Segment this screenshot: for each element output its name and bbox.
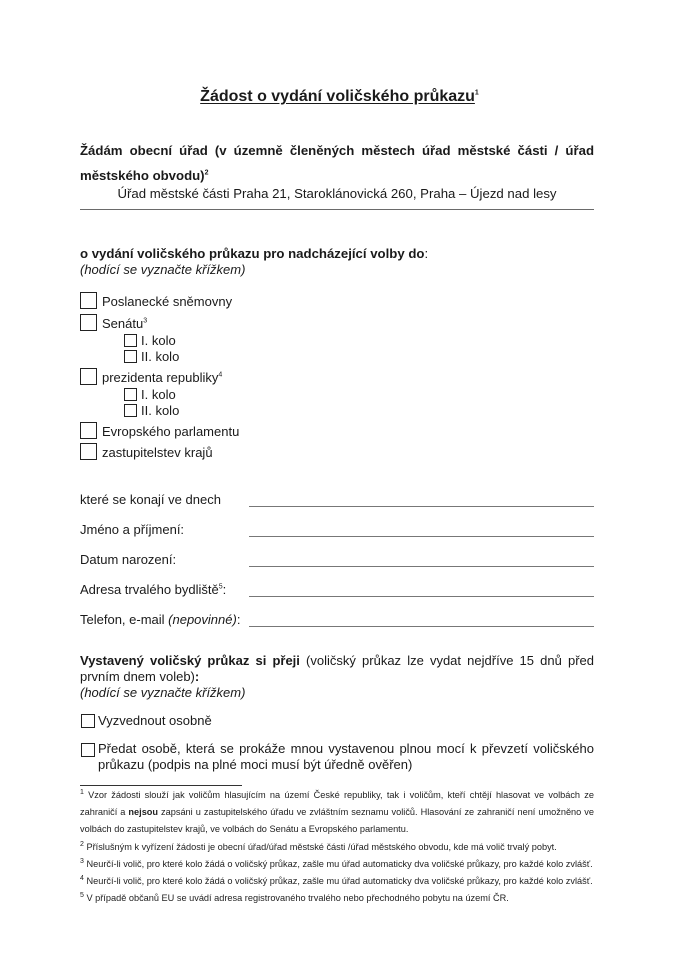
label-predat-osobe: Předat osobě, která se prokáže mnou vystavenou plnou mocí k převzetí voličského průkazu (podpis na plné moci musí být úředně ověřen) [98, 741, 594, 772]
pickup-heading-colon: : [194, 669, 200, 684]
label-vyzvednout-osobne: Vyzvednout osobně [98, 713, 212, 728]
elections-hint: (hodící se vyznačte křížkem) [80, 262, 246, 277]
footnote-4-num: 4 [80, 874, 84, 882]
footnote-1-bold: nejsou [128, 807, 159, 817]
field-label-birthdate: Datum narození: [80, 552, 177, 567]
footnote-4 [80, 873, 594, 890]
request-line-2-text: městského obvodu) [80, 168, 205, 183]
field-input-dates[interactable] [249, 506, 594, 507]
office-underline [80, 209, 594, 210]
footnote-1-num: 1 [80, 788, 84, 796]
label-senatu-kolo-2: II. kolo [141, 349, 180, 364]
contact-label-text: Telefon, e-mail [80, 612, 169, 627]
pickup-heading-rest: (voličský průkaz lze vydat nejdříve 15 dnů před prvním dnem voleb) [80, 653, 595, 684]
checkbox-senatu[interactable] [80, 314, 97, 331]
senatu-footnote-ref: 3 [143, 317, 148, 325]
address-label-text: Adresa trvalého bydliště [80, 582, 219, 597]
footnote-3-num: 3 [80, 857, 84, 865]
label-senatu-text: Senátu [102, 316, 144, 331]
footnote-1-part2: zapsáni u zastupitelského úřadu ve zvláštním seznamu voličů. Hlasování ze zahraničí není umožněno ve volbách do zastupitelstev krajů, ve volbách do Senátu a Evropského parlamentu. [80, 807, 594, 834]
field-label-name: Jméno a příjmení: [80, 522, 185, 537]
field-input-name[interactable] [249, 536, 594, 537]
checkbox-vyzvednout-osobne[interactable] [81, 714, 95, 728]
label-evropskeho-parlamentu: Evropského parlamentu [102, 424, 240, 439]
footnote-2 [80, 839, 594, 856]
request-line-1: Žádám obecní úřad (v územně členěných městech úřad městské části / úřad [80, 143, 594, 158]
checkbox-senatu-kolo-2[interactable] [124, 350, 137, 363]
label-prezidenta-republiky [102, 370, 222, 385]
footnote-3 [80, 856, 594, 873]
checkbox-prezidenta-kolo-1[interactable] [124, 388, 137, 401]
prezidenta-footnote-ref: 4 [218, 371, 223, 379]
checkbox-poslanecke-snemovny[interactable] [80, 292, 97, 309]
title-footnote-ref: 1 [474, 89, 479, 97]
title-text: Žádost o vydání voličského průkazu [200, 88, 475, 105]
pickup-heading [80, 653, 594, 685]
label-zastupitelstev-kraju: zastupitelstev krajů [102, 445, 213, 460]
label-prezidenta-kolo-2: II. kolo [141, 403, 180, 418]
elections-heading-text: o vydání voličského průkazu pro nadcházející volby do [80, 246, 425, 261]
footnote-2-num: 2 [80, 840, 84, 848]
request-footnote-ref: 2 [204, 169, 209, 177]
footnote-3-text: Neurčí-li volič, pro které kolo žádá o voličský průkaz, zašle mu úřad automaticky dva voličské průkazy, pro každé kolo zvlášť. [83, 859, 593, 869]
label-prezidenta-kolo-1: I. kolo [141, 387, 176, 402]
contact-label-colon: : [236, 612, 241, 627]
field-input-address[interactable] [249, 596, 594, 597]
elections-heading [80, 246, 428, 261]
field-input-contact[interactable] [249, 626, 594, 627]
checkbox-predat-osobe[interactable] [81, 743, 95, 757]
footnote-1-part1: Vzor žádosti slouží jak voličům hlasujícím na území České republiky, tak i voličům, kteří chtějí hlasovat ve volbách ze zahraničí a [80, 790, 594, 817]
checkbox-prezidenta-kolo-2[interactable] [124, 404, 137, 417]
footnote-5 [80, 890, 594, 907]
contact-label-optional: (nepovinné) [168, 612, 237, 627]
field-label-address [80, 582, 226, 597]
office-address: Úřad městské části Praha 21, Staroklánovická 260, Praha – Újezd nad lesy [117, 186, 557, 201]
elections-heading-colon: : [424, 246, 429, 261]
address-label-colon: : [222, 582, 227, 597]
address-footnote-ref: 5 [218, 583, 223, 591]
pickup-heading-bold: Vystavený voličský průkaz si přeji [80, 653, 300, 668]
checkbox-prezidenta-republiky[interactable] [80, 368, 97, 385]
document-title [0, 88, 679, 106]
footnote-2-text: Příslušným k vyřízení žádosti je obecní úřad/úřad městské části /úřad městského obvodu, kde má volič trvalý pobyt. [83, 842, 557, 852]
checkbox-zastupitelstev-kraju[interactable] [80, 443, 97, 460]
label-senatu-kolo-1: I. kolo [141, 333, 176, 348]
field-input-birthdate[interactable] [249, 566, 594, 567]
field-label-dates: které se konají ve dnech [80, 492, 221, 507]
footnote-5-num: 5 [80, 891, 84, 899]
label-senatu [102, 316, 147, 331]
footnote-5-text: V případě občanů EU se uvádí adresa registrovaného trvalého nebo přechodného pobytu na území ČR. [83, 893, 509, 903]
pickup-hint: (hodící se vyznačte křížkem) [80, 685, 246, 700]
footnote-separator [80, 785, 242, 786]
label-poslanecke-snemovny: Poslanecké sněmovny [102, 294, 233, 309]
field-label-contact [80, 612, 240, 627]
checkbox-evropskeho-parlamentu[interactable] [80, 422, 97, 439]
footnote-1 [80, 787, 594, 838]
checkbox-senatu-kolo-1[interactable] [124, 334, 137, 347]
label-prezidenta-text: prezidenta republiky [102, 370, 219, 385]
footnote-4-text: Neurčí-li volič, pro které kolo žádá o voličský průkaz, zašle mu úřad automaticky dva voličské průkazy, pro každé kolo zvlášť. [83, 876, 593, 886]
